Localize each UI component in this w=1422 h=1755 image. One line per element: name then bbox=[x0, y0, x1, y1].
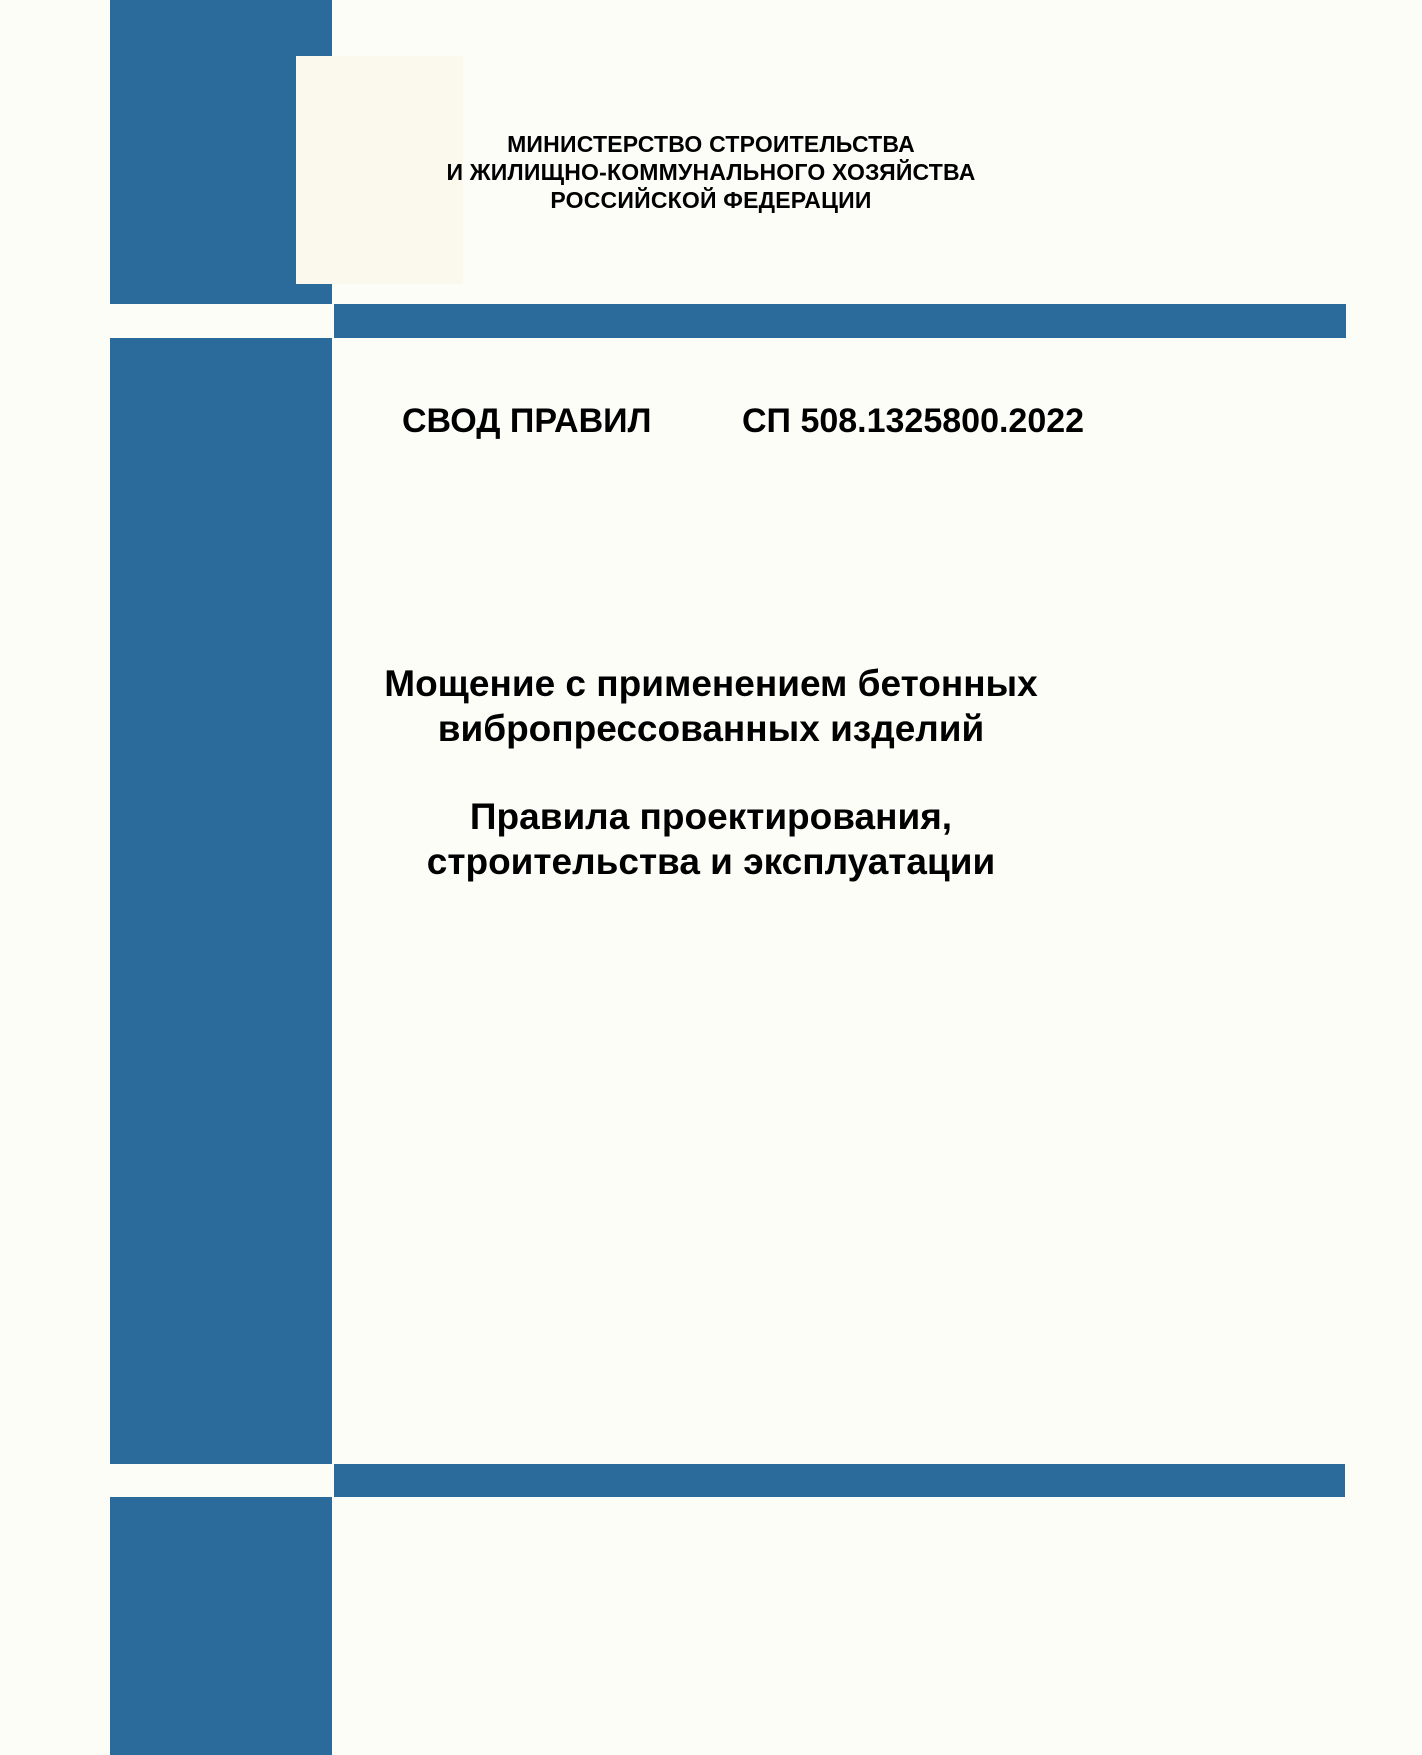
document-subtitle-line-2: строительства и эксплуатации bbox=[426, 841, 996, 882]
document-title-line-1: Мощение с применением бетонных bbox=[384, 663, 1038, 704]
left-accent-column-middle bbox=[110, 338, 332, 1464]
left-accent-column-bottom bbox=[110, 1497, 332, 1755]
document-subtitle-line-1: Правила проектирования, bbox=[469, 796, 953, 837]
document-kind-label: СВОД ПРАВИЛ bbox=[402, 402, 652, 440]
ministry-name-line-2: И ЖИЛИЩНО-КОММУНАЛЬНОГО ХОЗЯЙСТВА bbox=[446, 159, 976, 185]
ministry-name bbox=[0, 130, 1422, 214]
bottom-rule-bar bbox=[334, 1464, 1345, 1497]
document-title bbox=[0, 661, 1422, 751]
document-subtitle bbox=[0, 794, 1422, 884]
document-code: СП 508.1325800.2022 bbox=[742, 402, 1085, 440]
ministry-name-line-1: МИНИСТЕРСТВО СТРОИТЕЛЬСТВА bbox=[507, 131, 915, 157]
ministry-name-line-3: РОССИЙСКОЙ ФЕДЕРАЦИИ bbox=[550, 187, 872, 213]
top-rule-bar bbox=[334, 304, 1346, 338]
document-title-line-2: вибропрессованных изделий bbox=[437, 708, 985, 749]
